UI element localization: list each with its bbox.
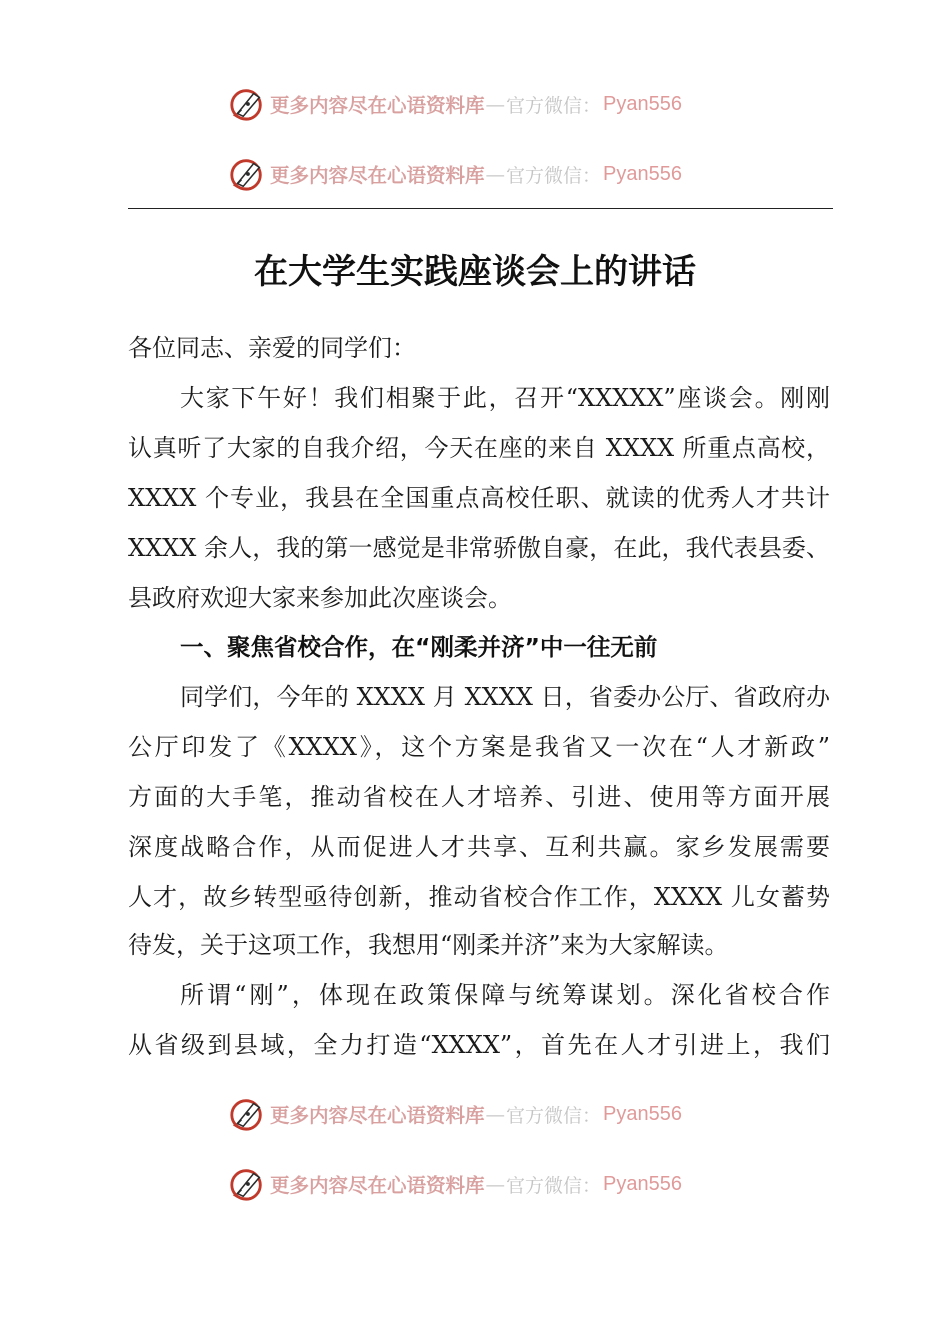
header-divider: [128, 208, 833, 209]
watermark-text: 更多内容尽在心语资料库: [270, 164, 485, 187]
paragraph-2-line-4: 深度战略合作，从而促进人才共享、互利共赢。家乡发展需要: [128, 833, 830, 861]
watermark-official-label: 官方微信：: [506, 1174, 602, 1197]
pen-nib-logo-icon: [228, 1095, 266, 1133]
watermark-dash: —: [485, 92, 506, 116]
pen-nib-logo-icon: [228, 155, 266, 193]
watermark-official-label: 官方微信：: [506, 1104, 602, 1127]
watermark-banner-bottom-2: [228, 1164, 682, 1204]
paragraph-1-line-5: 县政府欢迎大家来参加此次座谈会。: [128, 584, 512, 612]
watermark-text: 更多内容尽在心语资料库: [270, 1174, 485, 1197]
paragraph-3-line-2: 从省级到县域，全力打造“XXXX”，首先在人才引进上，我们: [128, 1031, 830, 1059]
watermark-dash: —: [485, 1172, 506, 1196]
paragraph-3-line-1: 所谓“刚”，体现在政策保障与统筹谋划。深化省校合作: [180, 981, 830, 1009]
paragraph-1-line-1: 大家下午好！我们相聚于此，召开“XXXXX”座谈会。刚刚: [180, 384, 830, 412]
salutation: 各位同志、亲爱的同学们：: [128, 334, 416, 362]
document-title: 在大学生实践座谈会上的讲话: [254, 252, 696, 292]
paragraph-1-line-2: 认真听了大家的自我介绍，今天在座的来自 XXXX 所重点高校，: [128, 434, 830, 462]
watermark-text: 更多内容尽在心语资料库: [270, 1104, 485, 1127]
pen-nib-logo-icon: [228, 85, 266, 123]
paragraph-2-line-5: 人才，故乡转型亟待创新，推动省校合作工作，XXXX 儿女蓄势: [128, 883, 830, 911]
paragraph-2-line-3: 方面的大手笔，推动省校在人才培养、引进、使用等方面开展: [128, 783, 830, 811]
paragraph-2-line-2: 公厅印发了《XXXX》，这个方案是我省又一次在“人才新政”: [128, 733, 830, 761]
watermark-dash: —: [485, 1102, 506, 1126]
watermark-banner-top-1: [228, 84, 682, 124]
watermark-wechat-id: Pyan556: [603, 92, 682, 115]
watermark-official-label: 官方微信：: [506, 164, 602, 187]
watermark-text: 更多内容尽在心语资料库: [270, 94, 485, 117]
watermark-wechat-id: Pyan556: [603, 162, 682, 185]
paragraph-1-line-3: XXXX 个专业，我县在全国重点高校任职、就读的优秀人才共计: [128, 484, 830, 512]
watermark-wechat-id: Pyan556: [603, 1102, 682, 1125]
pen-nib-logo-icon: [228, 1165, 266, 1203]
watermark-banner-top-2: [228, 154, 682, 194]
watermark-dash: —: [485, 162, 506, 186]
paragraph-2-line-6: 待发，关于这项工作，我想用“刚柔并济”来为大家解读。: [128, 931, 729, 959]
watermark-wechat-id: Pyan556: [603, 1172, 682, 1195]
paragraph-2-line-1: 同学们，今年的 XXXX 月 XXXX 日，省委办公厅、省政府办: [180, 683, 830, 711]
paragraph-1-line-4: XXXX 余人，我的第一感觉是非常骄傲自豪，在此，我代表县委、: [128, 534, 830, 562]
watermark-banner-bottom-1: [228, 1094, 682, 1134]
section-heading-1: 一、聚焦省校合作，在“刚柔并济”中一往无前: [180, 633, 658, 661]
watermark-official-label: 官方微信：: [506, 94, 602, 117]
